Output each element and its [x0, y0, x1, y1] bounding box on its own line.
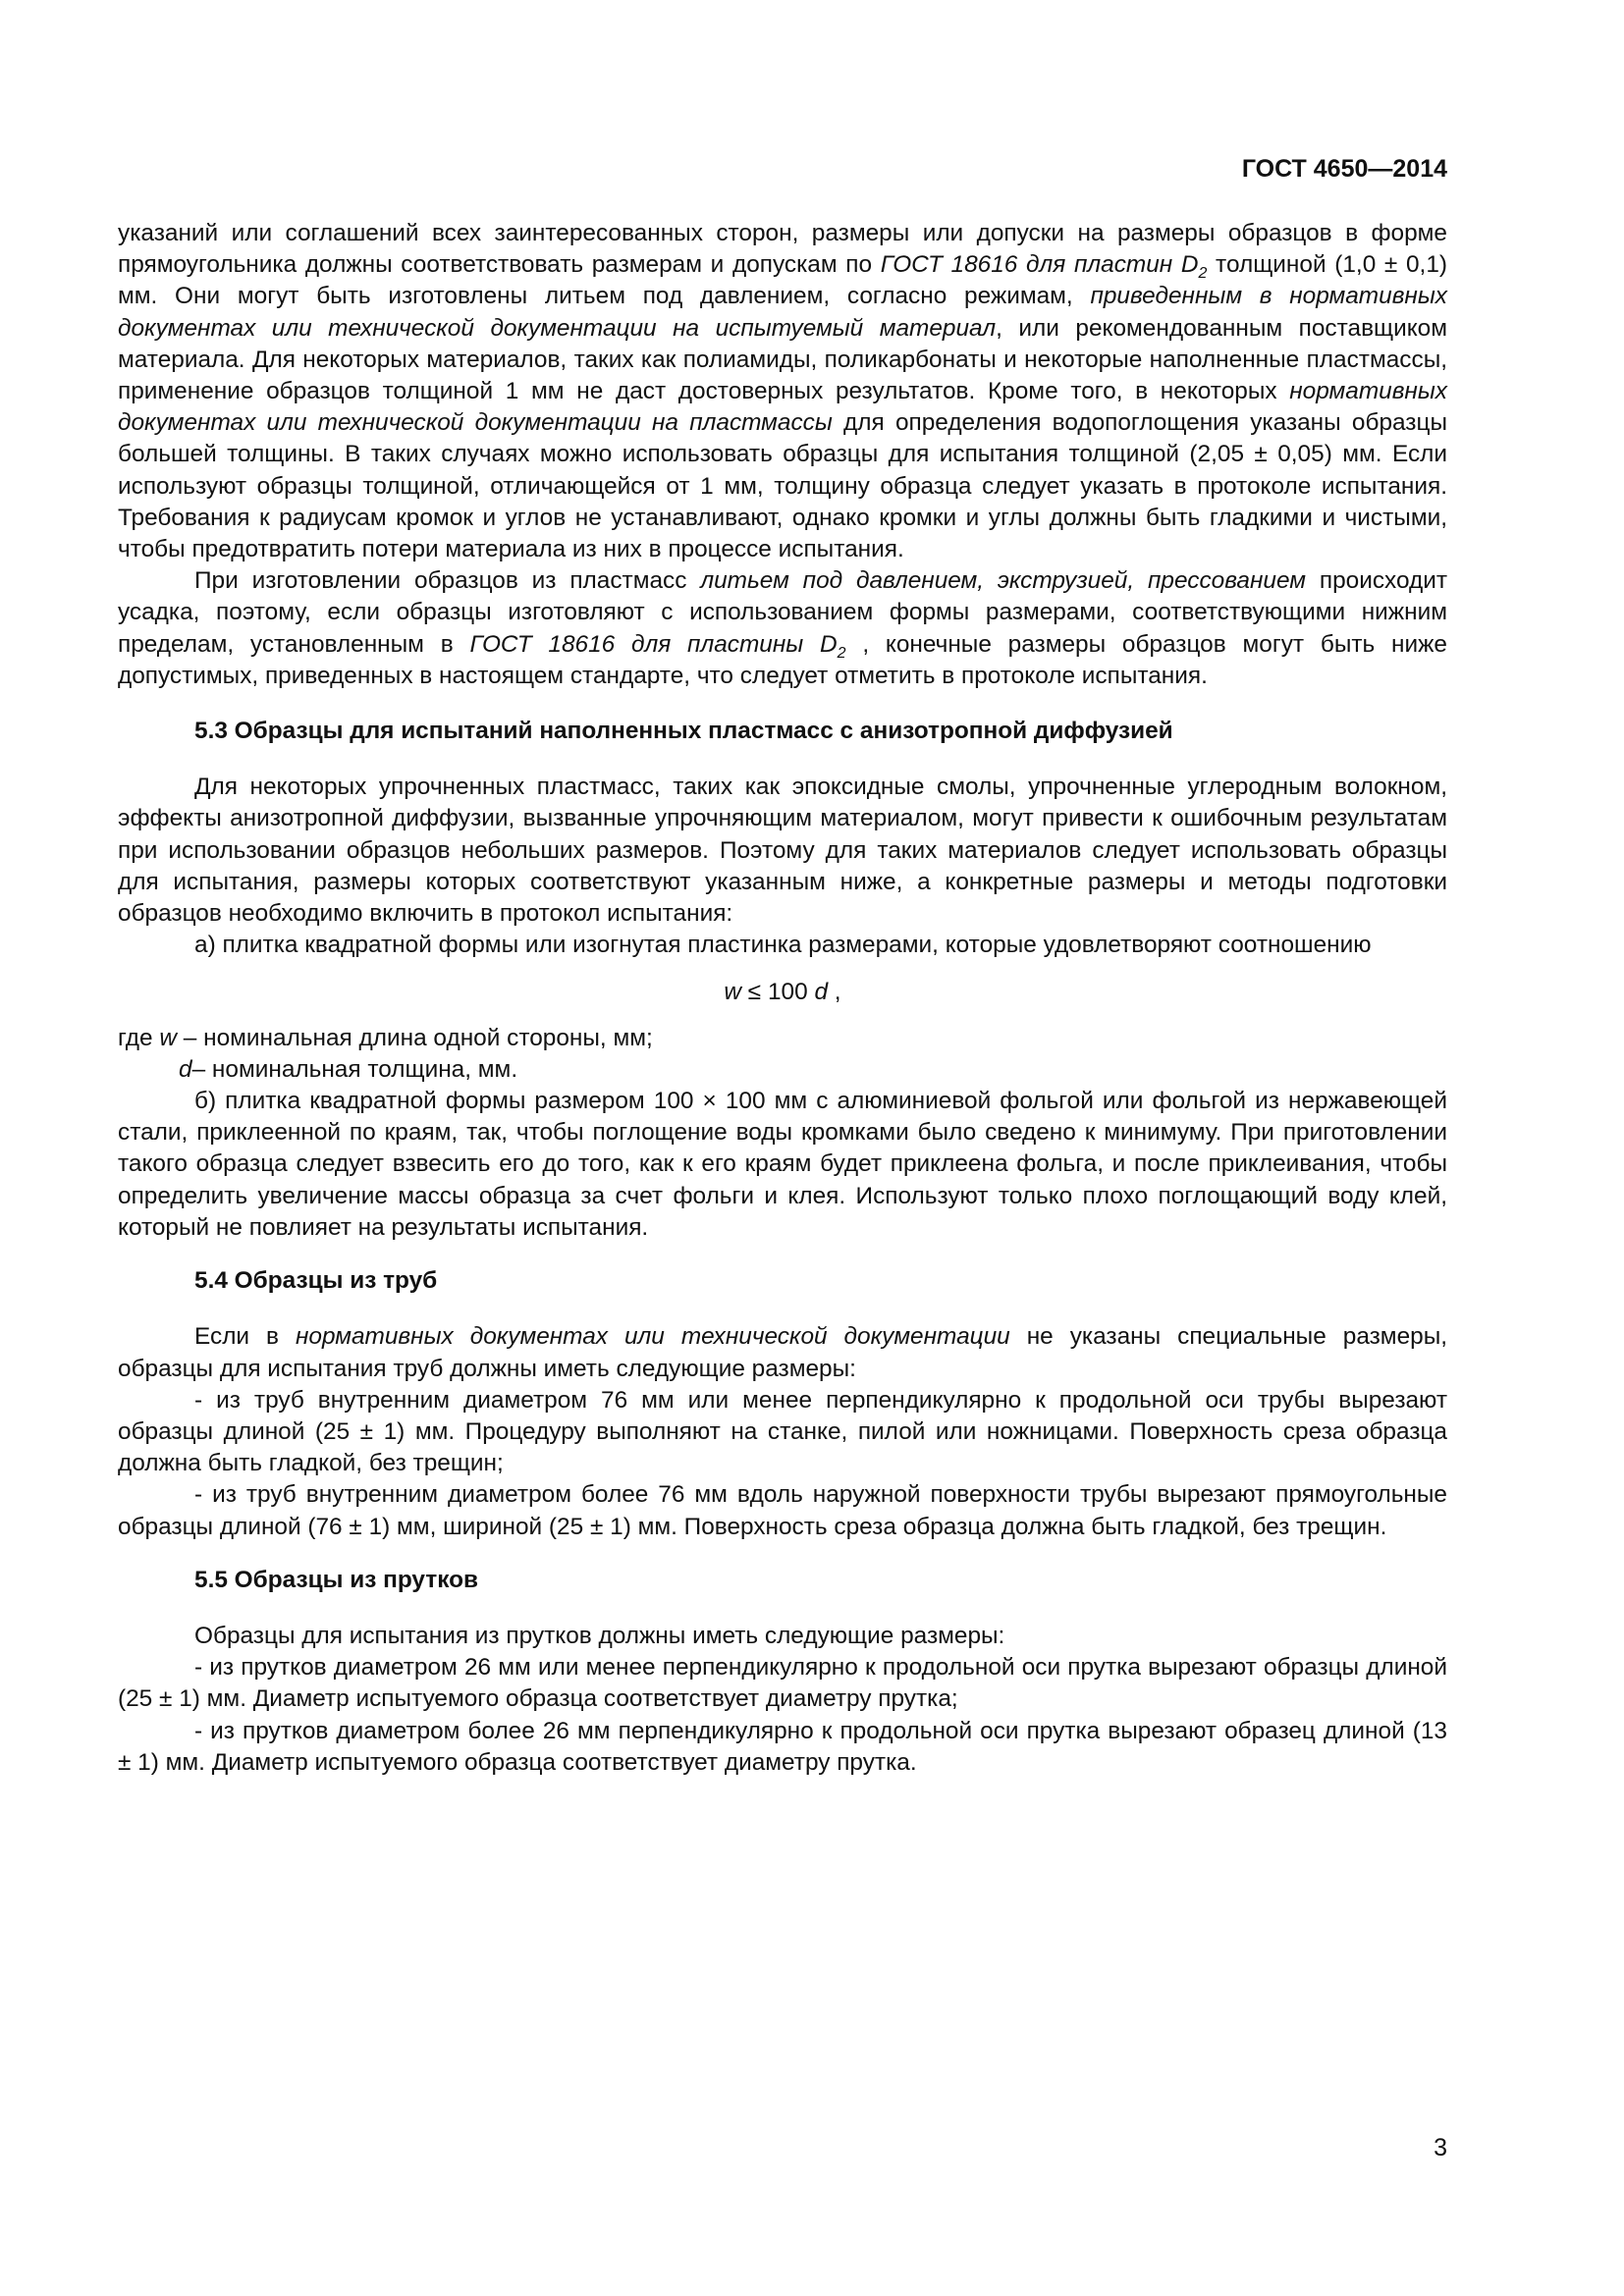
- formula-explanation-d: d– номинальная толщина, мм.: [179, 1055, 518, 1083]
- paragraph-5-5-3: - из прутков диаметром более 26 мм перпендикулярно к продольной оси прутка вырезают образец длиной (13 ± 1) мм. Диаметр испытуемого образца соответствует диаметру прутка.: [118, 1717, 1447, 1776]
- paragraph-5-4-1: Если в нормативных документах или технической документации не указаны специальные размеры, образцы для испытания труб должны иметь следующие размеры:: [118, 1323, 1448, 1382]
- document-body: [118, 218, 1447, 1779]
- document-header: ГОСТ 4650—2014: [1241, 155, 1447, 183]
- section-heading-5-3: 5.3 Образцы для испытаний наполненных пластмасс с анизотропной диффузией: [194, 718, 1173, 745]
- paragraph-5-4-2: - из труб внутренним диаметром 76 мм или менее перпендикулярно к продольной оси трубы вырезают образцы длиной (25 ± 1) мм. Процедуру выполняют на станке, пилой или ножницами. Поверхность среза образца должна быть гладкой, без трещин;: [118, 1386, 1447, 1477]
- section-heading-5-4: 5.4 Образцы из труб: [194, 1267, 438, 1295]
- section-heading-5-5: 5.5 Образцы из прутков: [194, 1566, 478, 1593]
- paragraph-5-3-b: б) плитка квадратной формы размером 100 × 100 мм с алюминиевой фольгой или фольгой из нержавеющей стали, приклеенной по краям, так, чтобы поглощение воды кромками было сведено к минимуму. При приготовлении такого образца следует взвесить его до того, как к его краям будет приклеена фольга, и после приклеивания, чтобы определить увеличение массы образца за счет фольги и клея. Используют только плохо поглощающий воду клей, который не повлияет на результаты испытания.: [118, 1088, 1447, 1241]
- formula-explanation-w: где w – номинальная длина одной стороны, мм;: [118, 1024, 653, 1051]
- formula: w ≤ 100 d ,: [724, 979, 841, 1006]
- paragraph-intro-1: указаний или соглашений всех заинтересованных сторон, размеры или допуски на размеры образцов в форме прямоугольника должны соответствовать размерам и допускам по ГОСТ 18616 для пластин $D_2$ толщиной (1,0 ± 0,1) мм. Они могут быть изготовлены литьем под давлением, согласно режимам, приведенным в нормативных документах или технической документации на испытуемый материал, или рекомендованным поставщиком материала. Для некоторых материалов, таких как полиамиды, поликарбонаты и некоторые наполненные пластмассы, применение образцов толщиной 1 мм не даст достоверных результатов. Кроме того, в некоторых нормативных документах или технической документации на пластмассы для определения водопоглощения указаны образцы большей толщины. В таких случаях можно использовать образцы для испытания толщиной (2,05 ± 0,05) мм. Если используют образцы толщиной, отличающейся от 1 мм, толщину образца следует указать в протоколе испытания. Требования к радиусам кромок и углов не устанавливают, однако кромки и углы должны быть гладкими и чистыми, чтобы предотвратить потери материала из них в процессе испытания.: [118, 220, 1448, 563]
- paragraph-5-3-1: Для некоторых упрочненных пластмасс, таких как эпоксидные смолы, упрочненные углеродным волокном, эффекты анизотропной диффузии, вызванные упрочняющим материалом, могут привести к ошибочным результатам при использовании образцов небольших размеров. Поэтому для таких материалов следует использовать образцы для испытания, размеры которых соответствуют указанным ниже, а конкретные размеры и методы подготовки образцов необходимо включить в протокол испытания:: [118, 774, 1447, 928]
- paragraph-5-4-3: - из труб внутренним диаметром более 76 мм вдоль наружной поверхности трубы вырезают прямоугольные образцы длиной (76 ± 1) мм, шириной (25 ± 1) мм. Поверхность среза образца должна быть гладкой, без трещин.: [118, 1481, 1447, 1540]
- paragraph-5-5-1: Образцы для испытания из прутков должны иметь следующие размеры:: [194, 1622, 1005, 1649]
- paragraph-intro-2: При изготовлении образцов из пластмасс литьем под давлением, экструзией, прессованием происходит усадка, поэтому, если образцы изготовляют с использованием формы размерами, соответствующими нижним пределам, установленным в ГОСТ 18616 для пластины $D_2$ , конечные размеры образцов могут быть ниже допустимых, приведенных в настоящем стандарте, что следует отметить в протоколе испытания.: [118, 567, 1447, 689]
- reference-gost-18616: ГОСТ 18616 для пластин $D_2$: [880, 251, 1208, 283]
- paragraph-5-5-2: - из прутков диаметром 26 мм или менее перпендикулярно к продольной оси прутка вырезают образцы длиной (25 ± 1) мм. Диаметр испытуемого образца соответствует диаметру прутка;: [118, 1654, 1447, 1713]
- reference-gost-18616: ГОСТ 18616 для пластины $D_2$: [469, 630, 846, 662]
- paragraph-5-3-a: а) плитка квадратной формы или изогнутая пластинка размерами, которые удовлетворяют соотношению: [194, 932, 1372, 959]
- page-number: 3: [1434, 2134, 1447, 2162]
